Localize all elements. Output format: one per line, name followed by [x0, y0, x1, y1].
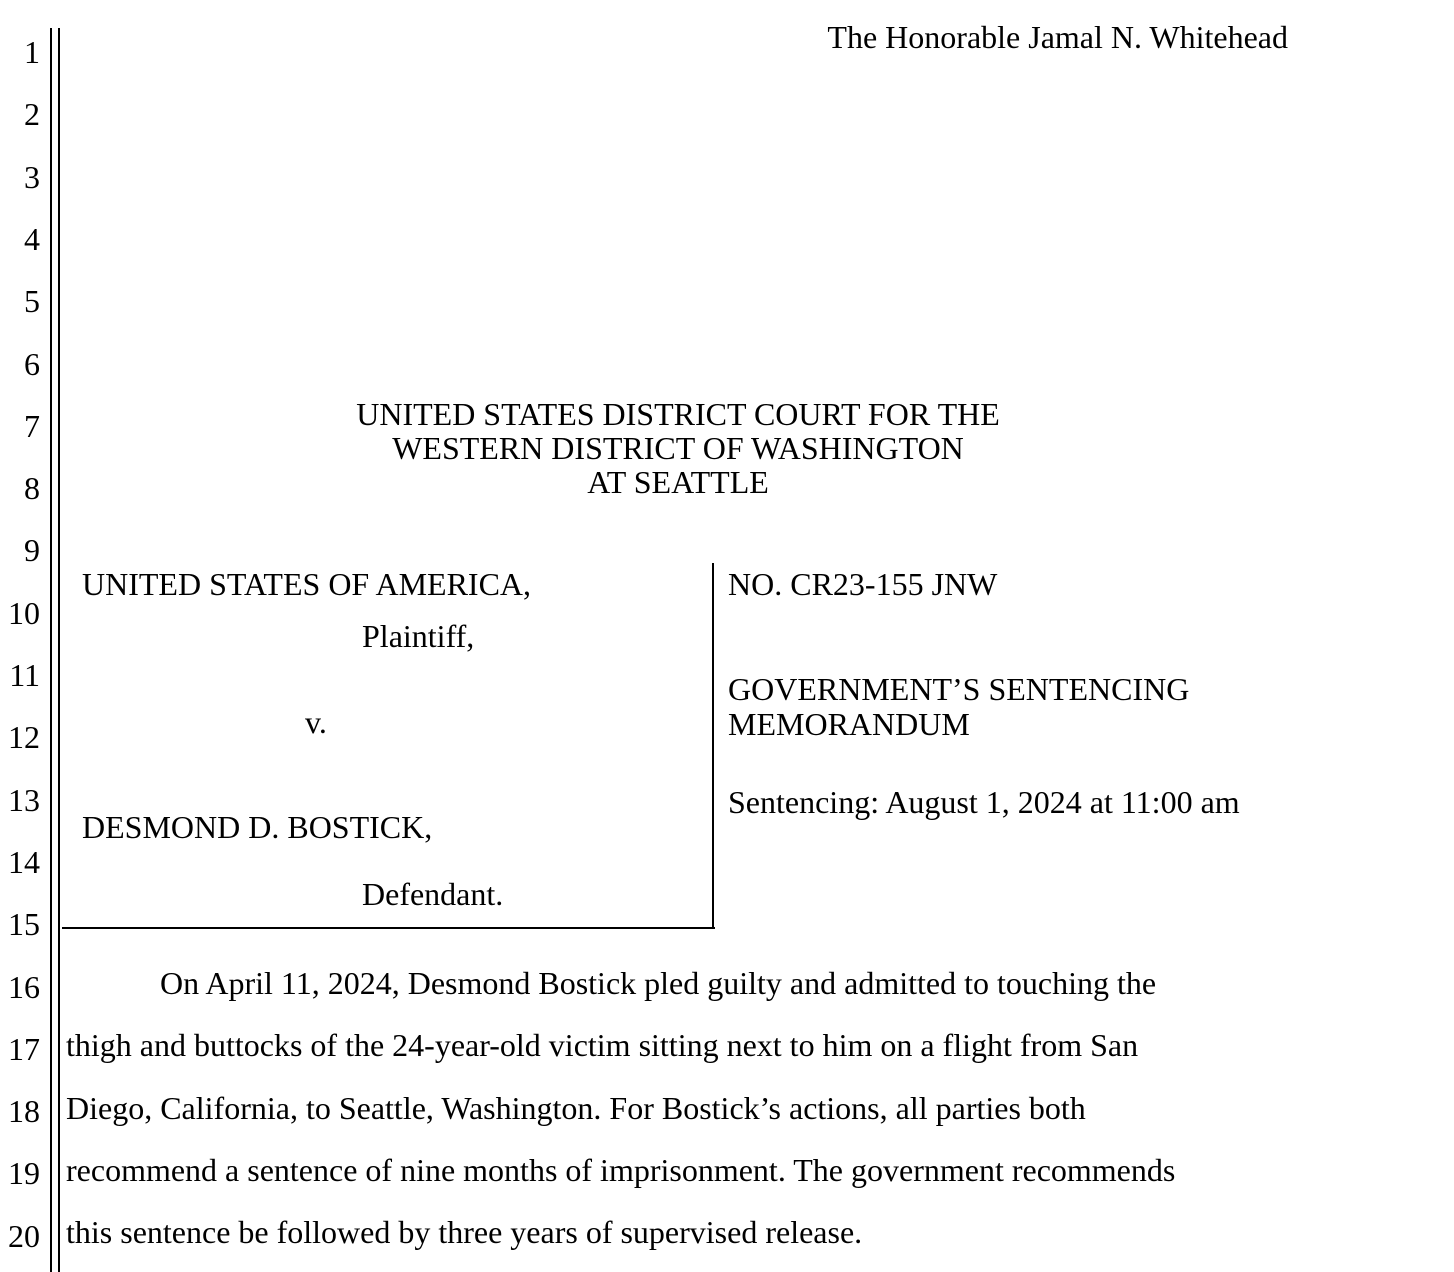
- filing-title-line-2: MEMORANDUM: [728, 706, 970, 742]
- line-number: 19: [8, 1155, 40, 1192]
- court-heading-line-3: AT SEATTLE: [587, 464, 769, 500]
- line-number: 17: [8, 1030, 40, 1067]
- court-heading-line-1: UNITED STATES DISTRICT COURT FOR THE: [356, 396, 1000, 432]
- body-text-line: recommend a sentence of nine months of imprisonment. The government recommends: [66, 1151, 1176, 1188]
- filing-title-line-1: GOVERNMENT’S SENTENCING: [728, 671, 1190, 707]
- caption-plaintiff-name: UNITED STATES OF AMERICA,: [82, 566, 532, 602]
- caption-divider-rule: [712, 563, 714, 929]
- line-number: 18: [8, 1093, 40, 1130]
- line-number: 16: [8, 968, 40, 1005]
- body-text-line: On April 11, 2024, Desmond Bostick pled guilty and admitted to touching the: [160, 965, 1157, 1001]
- line-number: 11: [9, 657, 40, 693]
- line-number: 20: [8, 1217, 40, 1254]
- court-heading-line-2: WESTERN DISTRICT OF WASHINGTON: [392, 430, 964, 466]
- line-number: 6: [24, 345, 40, 382]
- pleading-double-rule-outer: [50, 28, 52, 1272]
- line-number: 5: [24, 283, 40, 320]
- line-number: 14: [8, 843, 40, 880]
- pleading-double-rule-inner: [58, 28, 60, 1272]
- court-heading: [66, 397, 1290, 499]
- line-number: 13: [8, 781, 40, 818]
- filing-title: [728, 672, 1189, 742]
- caption-defendant-name: DESMOND D. BOSTICK,: [82, 809, 433, 845]
- line-number: 9: [24, 532, 40, 569]
- caption-defendant-role: Defendant.: [362, 876, 504, 912]
- line-number: 10: [8, 594, 40, 631]
- body-text-line: thigh and buttocks of the 24-year-old victim sitting next to him on a flight from San: [66, 1027, 1139, 1064]
- line-number: 12: [8, 719, 40, 756]
- line-number: 3: [24, 158, 40, 195]
- line-number: 1: [24, 34, 40, 70]
- case-number: NO. CR23-155 JNW: [728, 566, 998, 602]
- line-number: 7: [24, 407, 40, 444]
- caption-versus: v.: [305, 704, 327, 740]
- judge-name-line: The Honorable Jamal N. Whitehead: [827, 19, 1288, 55]
- caption-plaintiff-role: Plaintiff,: [362, 618, 475, 654]
- body-text-line: Diego, California, to Seattle, Washington. For Bostick’s actions, all parties both: [66, 1089, 1086, 1126]
- line-number: 2: [24, 96, 40, 133]
- line-number: 4: [24, 220, 40, 257]
- hearing-date-line: Sentencing: August 1, 2024 at 11:00 am: [728, 784, 1240, 820]
- body-text-line: this sentence be followed by three years of supervised release.: [66, 1214, 863, 1251]
- line-number: 15: [8, 906, 40, 943]
- line-number: 8: [24, 470, 40, 507]
- caption-bottom-rule: [62, 927, 715, 929]
